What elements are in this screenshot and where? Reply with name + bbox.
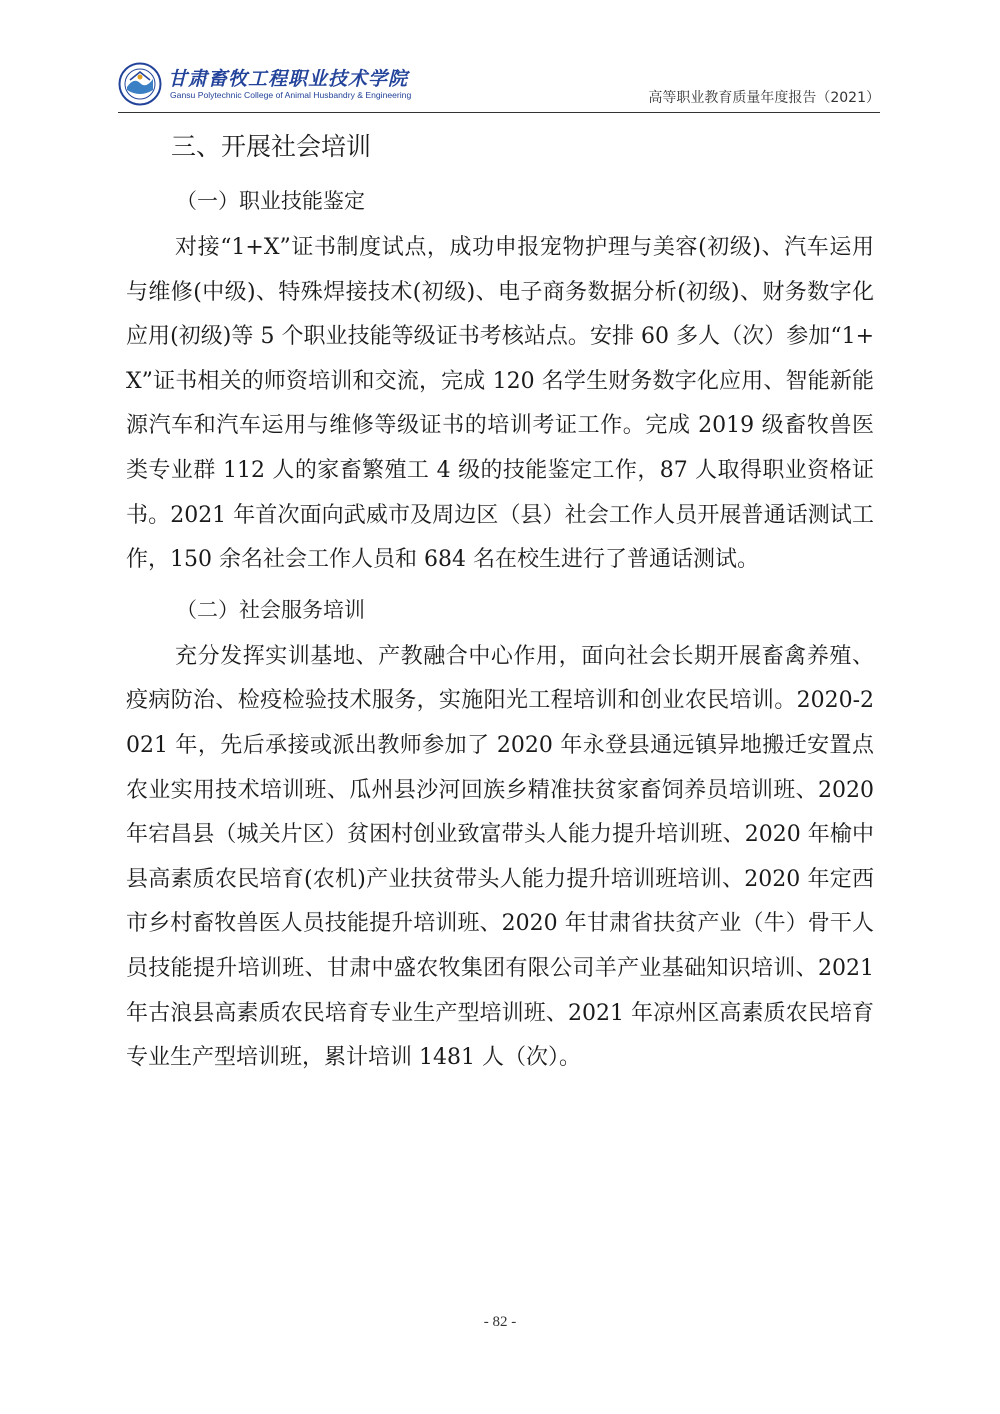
college-name-cn: 甘肃畜牧工程职业技术学院 [168, 68, 409, 90]
subsection-title-service: （二）社会服务培训 [176, 597, 365, 622]
page-body [126, 124, 874, 1081]
section-title: 三、开展社会培训 [171, 132, 372, 161]
subsection-title-skills: （一）职业技能鉴定 [176, 189, 365, 213]
college-emblem-icon [118, 62, 162, 106]
paragraph-social-service-training: 充分发挥实训基地、产教融合中心作用，面向社会长期开展畜禽养殖、疫病防治、检疫检验技术服务，实施阳光工程培训和创业农民培训。2020-2021 年，先后承接或派出教师参加了 2020 年永登县通远镇异地搬迁安置点农业实用技术培训班、瓜州县沙河回族乡精准扶贫家畜饲养员培训班、2020 年宕昌县（城关片区）贫困村创业致富带头人能力提升培训班、2020 年榆中县高素质农民培育(农机)产业扶贫带头人能力提升培训班培训、2020 年定西市乡村畜牧兽医人员技能提升培训班、2020 年甘肃省扶贫产业（牛）骨干人员技能提升培训班、甘肃中盛农牧集团有限公司羊产业基础知识培训、2021 年古浪县高素质农民培育专业生产型培训班、2021 年凉州区高素质农民培育专业生产型培训班，累计培训 1481 人（次）。 [126, 643, 874, 1071]
page-number: - 82 - [483, 1314, 517, 1330]
college-name-en: Gansu Polytechnic College of Animal Husbandry & Engineering [170, 90, 412, 100]
report-title: 高等职业教育质量年度报告（2021） [648, 90, 880, 106]
page-header [118, 62, 880, 113]
paragraph-skills-appraisal: 对接“1+X”证书制度试点，成功申报宠物护理与美容(初级)、汽车运用与维修(中级)、特殊焊接技术(初级)、电子商务数据分析(初级)、财务数字化应用(初级)等 5 个职业技能等级证书考核站点。安排 60 多人（次）参加“1+X”证书相关的师资培训和交流，完成 120 名学生财务数字化应用、智能新能源汽车和汽车运用与维修等级证书的培训考证工作。完成 2019 级畜牧兽医类专业群 112 人的家畜繁殖工 4 级的技能鉴定工作，87 人取得职业资格证书。2021 年首次面向武威市及周边区（县）社会工作人员开展普通话测试工作，150 余名社会工作人员和 684 名在校生进行了普通话测试。 [126, 235, 874, 573]
